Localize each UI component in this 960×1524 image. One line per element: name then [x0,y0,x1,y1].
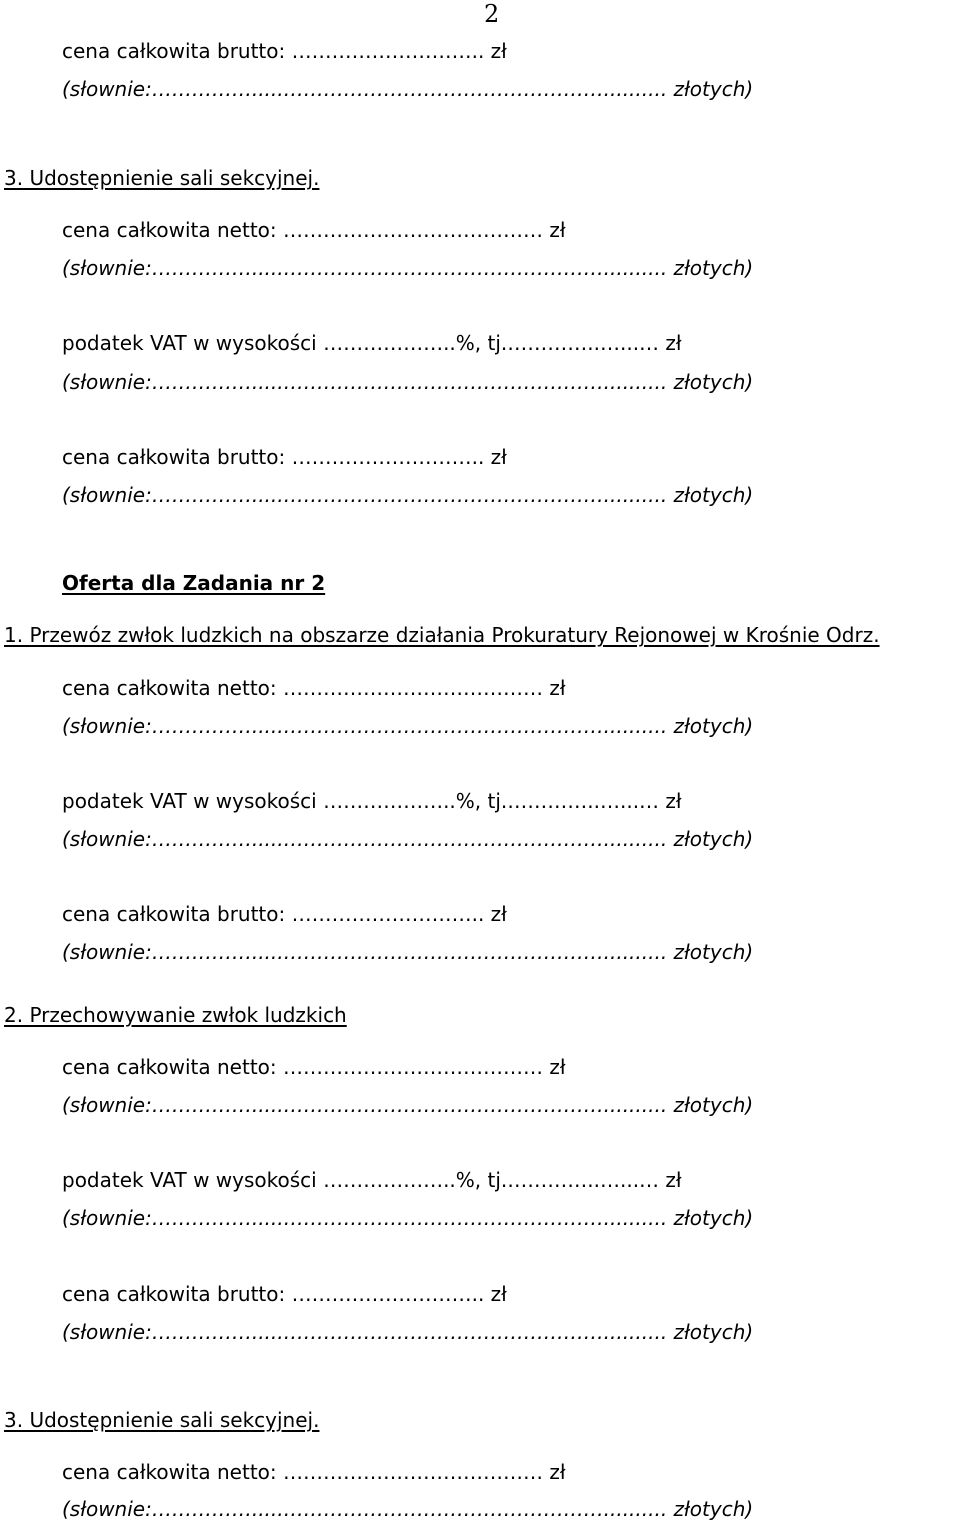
vat-line: podatek VAT w wysokości ………………..%, tj.…………..…...… zł [62,1168,682,1192]
section-title: 3. Udostępnienie sali sekcyjnej. [4,166,320,190]
in-words-line: (słownie:…………….....………………………………………….......... złotych) [62,1320,754,1344]
net-price-line: cena całkowita netto: ………………………………… zł [62,1055,566,1079]
net-price-line: cena całkowita netto: ………………………………… zł [62,218,566,242]
in-words-line: (słownie:…………….....………………………………………….......... złotych) [62,77,754,101]
section-title: 3. Udostępnienie sali sekcyjnej. [4,1408,320,1432]
offer-heading: Oferta dla Zadania nr 2 [62,571,326,595]
gross-price-line: cena całkowita brutto: ……………………….. zł [62,445,507,469]
in-words-line: (słownie:…………….....………………………………………….......... złotych) [62,483,754,507]
gross-price-line: cena całkowita brutto: ……………………….. zł [62,39,507,63]
in-words-line: (słownie:…………….....………………………………………….......... złotych) [62,827,754,851]
in-words-line: (słownie:…………….....………………………………………….......... złotych) [62,370,754,394]
in-words-line: (słownie:…………….....………………………………………….......... złotych) [62,1206,754,1230]
gross-price-line: cena całkowita brutto: ……………………….. zł [62,1282,507,1306]
in-words-line: (słownie:…………….....………………………………………….......... złotych) [62,940,754,964]
in-words-line: (słownie:…………….....………………………………………….......... złotych) [62,1497,754,1521]
vat-line: podatek VAT w wysokości ………………..%, tj.…………..…...… zł [62,331,682,355]
in-words-line: (słownie:…………….....………………………………………….......... złotych) [62,256,754,280]
section-title: 1. Przewóz zwłok ludzkich na obszarze działania Prokuratury Rejonowej w Krośnie Odrz. [4,623,880,647]
section-title: 2. Przechowywanie zwłok ludzkich [4,1003,347,1027]
in-words-line: (słownie:…………….....………………………………………….......... złotych) [62,1093,754,1117]
in-words-line: (słownie:…………….....………………………………………….......... złotych) [62,714,754,738]
gross-price-line: cena całkowita brutto: ……………………….. zł [62,902,507,926]
page-number: 2 [484,0,500,28]
net-price-line: cena całkowita netto: ………………………………… zł [62,1460,566,1484]
vat-line: podatek VAT w wysokości ………………..%, tj.…………..…...… zł [62,789,682,813]
net-price-line: cena całkowita netto: ………………………………… zł [62,676,566,700]
